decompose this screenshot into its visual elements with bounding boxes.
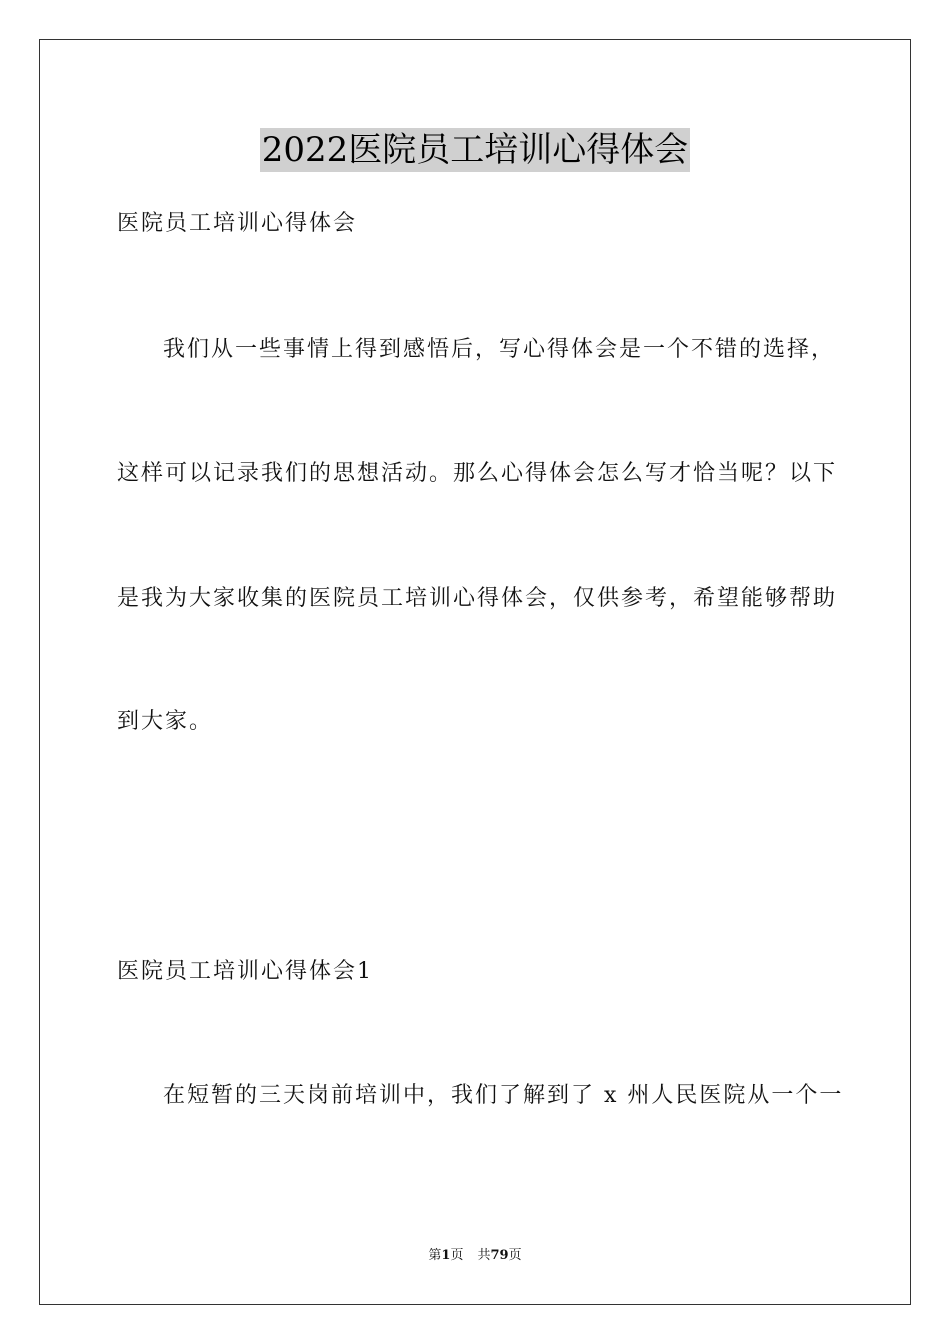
section-heading: 医院员工培训心得体会1 (117, 959, 373, 984)
paragraph-line: 这样可以记录我们的思想活动。那么心得体会怎么写才恰当呢？以下 (117, 461, 838, 486)
footer-page-prefix: 第 (428, 1248, 442, 1263)
footer-page-number: 1 (441, 1248, 451, 1263)
page-footer (0, 1247, 950, 1265)
footer-total-pages: 79 (490, 1248, 509, 1263)
paragraph-line: 在短暂的三天岗前培训中，我们了解到了 x 州人民医院从一个一 (163, 1083, 844, 1108)
footer-total-suffix: 页 (508, 1248, 522, 1263)
paragraph-line: 到大家。 (117, 709, 214, 734)
footer-page-suffix: 页 (450, 1248, 464, 1263)
footer-total-prefix: 共 (477, 1248, 491, 1263)
title-container (0, 128, 950, 172)
paragraph-line: 我们从一些事情上得到感悟后，写心得体会是一个不错的选择， (163, 337, 836, 362)
document-title: 2022医院员工培训心得体会 (261, 130, 689, 170)
paragraph-line: 是我为大家收集的医院员工培训心得体会，仅供参考，希望能够帮助 (117, 586, 838, 611)
subtitle-line: 医院员工培训心得体会 (117, 211, 358, 236)
